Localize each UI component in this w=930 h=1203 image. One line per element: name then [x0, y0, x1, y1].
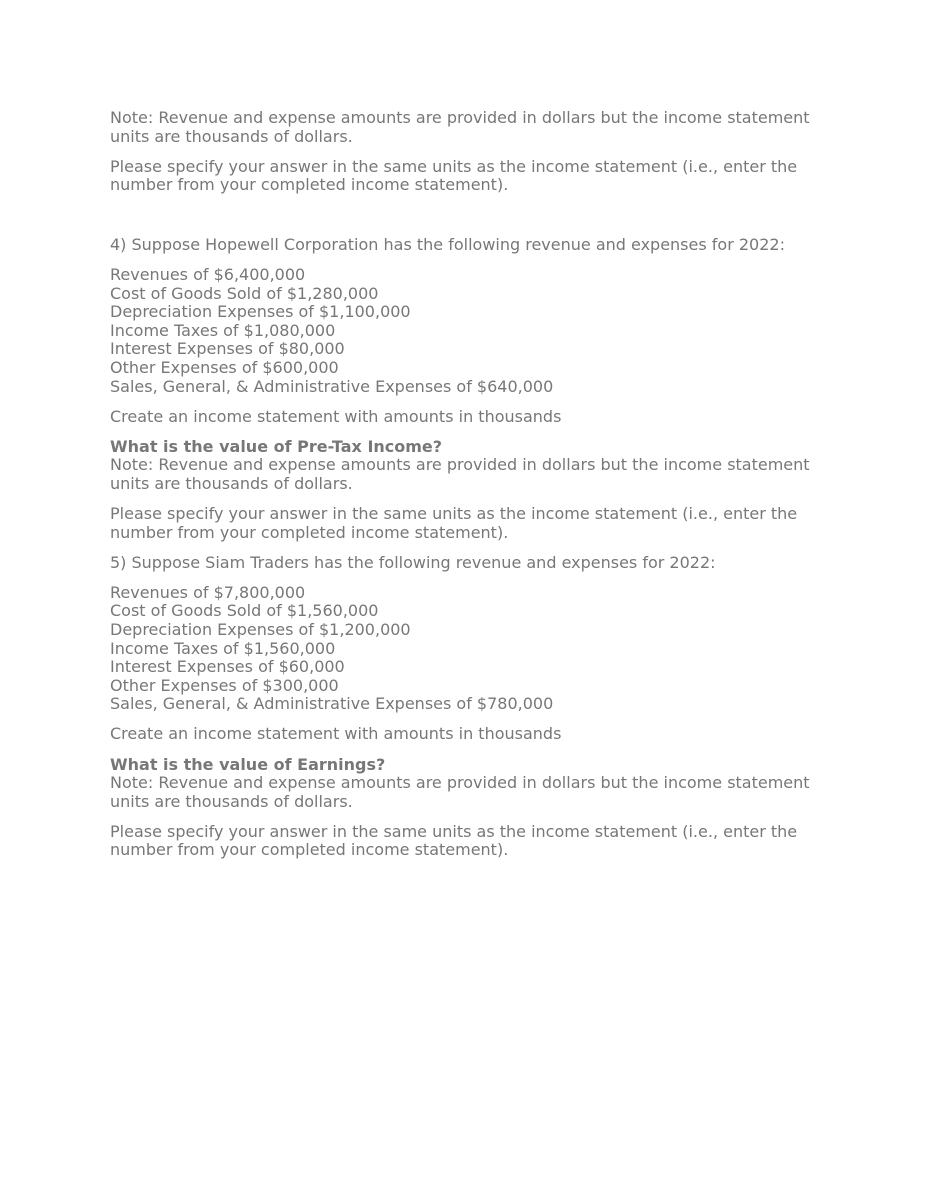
question-4-item: Interest Expenses of $80,000	[110, 339, 345, 359]
question-4	[110, 236, 830, 542]
question-5	[110, 554, 830, 860]
document-page	[110, 109, 830, 872]
question-5-note: Note: Revenue and expense amounts are provided in dollars but the income statement units are thousands of dollars.	[110, 773, 810, 811]
question-5-instruction: Please specify your answer in the same units as the income statement (i.e., enter the number from your completed income statement).	[110, 821, 798, 860]
question-4-items	[110, 266, 830, 396]
question-4-item: Other Expenses of $600,000	[110, 357, 339, 377]
question-5-prompt: 5) Suppose Siam Traders has the following revenue and expenses for 2022:	[110, 552, 716, 572]
question-5-item: Depreciation Expenses of $1,200,000	[110, 619, 411, 639]
question-5-items	[110, 584, 830, 714]
question-5-item: Revenues of $7,800,000	[110, 582, 306, 602]
question-5-item: Income Taxes of $1,560,000	[110, 638, 336, 658]
question-4-instruction: Please specify your answer in the same units as the income statement (i.e., enter the number from your completed income statement).	[110, 504, 798, 542]
question-4-note: Note: Revenue and expense amounts are provided in dollars but the income statement units are thousands of dollars.	[110, 455, 810, 493]
question-4-title: What is the value of Pre-Tax Income?	[110, 436, 443, 456]
question-5-item: Other Expenses of $300,000	[110, 675, 339, 695]
intro-note: Note: Revenue and expense amounts are provided in dollars but the income statement units are thousands of dollars.	[110, 108, 810, 146]
question-4-prompt: 4) Suppose Hopewell Corporation has the following revenue and expenses for 2022:	[110, 234, 785, 254]
question-5-title: What is the value of Earnings?	[110, 754, 386, 774]
intro-instruction: Please specify your answer in the same units as the income statement (i.e., enter the number from your completed income statement).	[110, 156, 798, 195]
question-5-item: Interest Expenses of $60,000	[110, 657, 345, 677]
question-4-item: Cost of Goods Sold of $1,280,000	[110, 283, 379, 303]
question-4-item: Revenues of $6,400,000	[110, 264, 306, 284]
question-5-item: Cost of Goods Sold of $1,560,000	[110, 601, 379, 621]
question-5-task: Create an income statement with amounts in thousands	[110, 724, 562, 744]
question-4-task: Create an income statement with amounts in thousands	[110, 406, 562, 426]
question-4-item: Income Taxes of $1,080,000	[110, 320, 336, 340]
question-4-item: Sales, General, & Administrative Expenses of $640,000	[110, 376, 554, 396]
question-5-item: Sales, General, & Administrative Expenses of $780,000	[110, 694, 554, 714]
question-4-item: Depreciation Expenses of $1,100,000	[110, 302, 411, 322]
